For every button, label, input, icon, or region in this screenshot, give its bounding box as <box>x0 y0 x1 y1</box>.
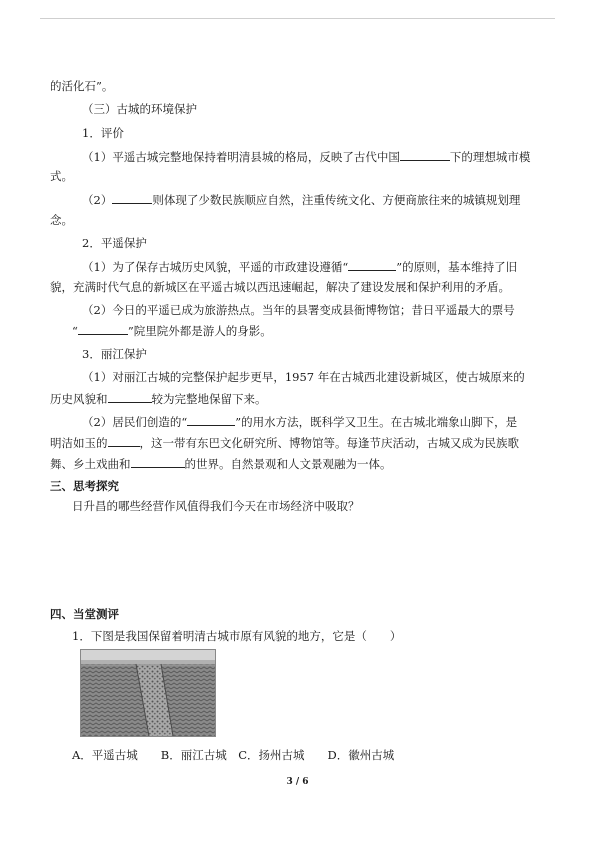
page-number: 3 / 6 <box>286 777 309 787</box>
fill-blank[interactable] <box>108 434 140 447</box>
fill-blank[interactable] <box>131 455 185 468</box>
text-line: 明洁如玉的 ，这一带有东巴文化研究所、博物馆等。每逢节庆活动，古城又成为民族歌 <box>50 436 519 450</box>
text-line: （1）平遥古城完整地保持着明清县城的格局，反映了古代中国 下的理想城市模 <box>82 150 531 164</box>
text-line: （2） 则体现了少数民族顺应自然，注重传统文化、方便商旅往来的城镇规划理 <box>82 193 521 207</box>
text-line: 的活化石”。 <box>50 79 114 93</box>
question-1: 1．下图是我国保留着明清古城市原有风貌的地方，它是（ ） <box>72 629 402 643</box>
header-rule <box>40 18 555 19</box>
text-line: “ ”院里院外都是游人的身影。 <box>72 324 272 338</box>
answer-options: A．平遥古城 B．丽江古城 C．扬州古城 D．徽州古城 <box>72 748 395 762</box>
text-line: 念。 <box>50 213 73 227</box>
fill-blank[interactable] <box>400 148 450 161</box>
text-line: 貌，充满时代气息的新城区在平遥古城以西迅速崛起，解决了建设发展和保护利用的矛盾。 <box>50 280 510 294</box>
fill-blank[interactable] <box>78 322 128 335</box>
fill-blank[interactable] <box>112 191 152 204</box>
fill-blank[interactable] <box>187 413 235 426</box>
text-line: 式。 <box>50 169 73 183</box>
subheading-pingyao: 2．平遥保护 <box>82 236 147 250</box>
text-line: （1）对丽江古城的完整保护起步更早，1957 年在古城西北建设新城区，使古城原来的 <box>82 370 525 384</box>
fill-blank[interactable] <box>348 258 396 271</box>
subheading-lijiang: 3．丽江保护 <box>82 347 147 361</box>
text-line: 舞、乡土戏曲和 的世界。自然景观和人文景观融为一体。 <box>50 457 392 471</box>
old-town-street-photo <box>80 649 216 737</box>
text-line: （2）居民们创造的“ ”的用水方法，既科学又卫生。在古城北端象山脚下，是 <box>82 415 518 429</box>
text-line: （1）为了保存古城历史风貌，平遥的市政建设遵循“ ”的原则，基本维持了旧 <box>82 260 518 274</box>
text-line: 历史风貌和 较为完整地保留下来。 <box>50 392 267 406</box>
think-question: 日升昌的哪些经营作风值得我们今天在市场经济中吸取？ <box>72 499 360 513</box>
section-heading-environment: （三）古城的环境保护 <box>82 102 197 116</box>
subheading-evaluation: 1．评价 <box>82 126 124 140</box>
section-heading-think: 三、思考探究 <box>50 479 119 493</box>
text-line: （2）今日的平遥已成为旅游热点。当年的县署变成县衙博物馆；昔日平遥最大的票号 <box>82 303 515 317</box>
fill-blank[interactable] <box>108 390 152 403</box>
section-heading-test: 四、当堂测评 <box>50 607 119 621</box>
